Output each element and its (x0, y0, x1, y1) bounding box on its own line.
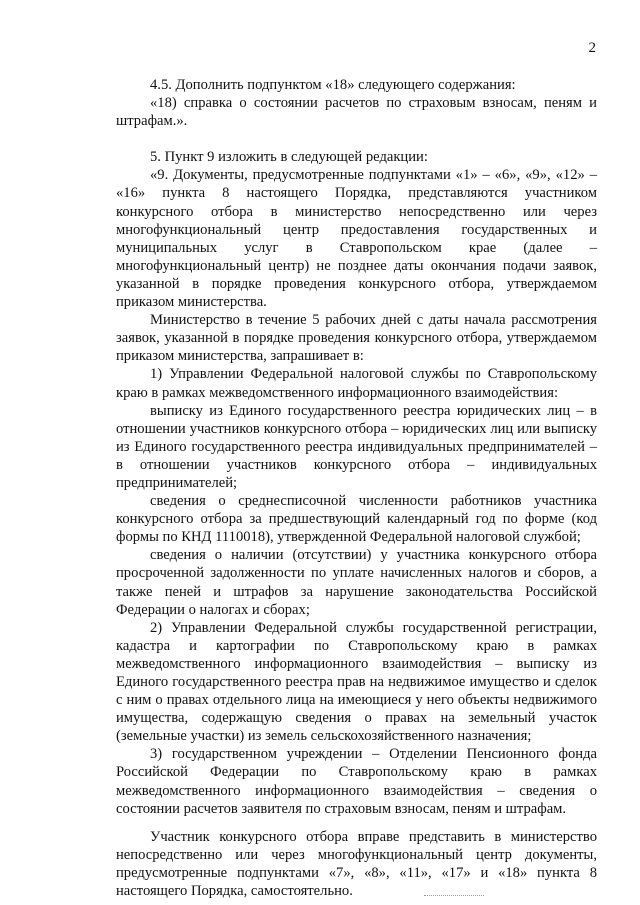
page-number: 2 (588, 40, 596, 56)
paragraph-subitem-18: «18) справка о состоянии расчетов по страховым взносам, пеням и штрафам.». (116, 95, 597, 130)
paragraph-participant-right: Участник конкурсного отбора вправе представить в министерство непосредственно или через многофункциональный центр документы, предусмотренные подпунктами «7», «8», «11», «17» и «18» пункта 8 настоящего Порядка, самостоятельно. (116, 828, 597, 900)
paragraph-5: 5. Пункт 9 изложить в следующей редакции: (150, 149, 428, 166)
scan-artifact (424, 895, 484, 899)
paragraph-item-2: 2) Управлении Федеральной службы государственной регистрации, кадастра и картографии по Ставропольскому краю в рамках межведомственного информационного взаимодействия – выписку из Единого государственного реестра прав на недвижимое имущество и сделок с ним о правах отдельного лица на имеющиеся у него объекты недвижимого имущества, содержащую сведения о правах на земельный участок (земельные участки) из земель сельскохозяйственного назначения; (116, 619, 597, 745)
paragraph-item-3: 3) государственном учреждении – Отделении Пенсионного фонда Российской Федерации по Ставропольскому краю в рамках межведомственного информационного взаимодействия – сведения о состоянии расчетов заявителя по страховым взносам, пеням и штрафам. (116, 746, 597, 817)
paragraph-ministry-request: Министерство в течение 5 рабочих дней с даты начала рассмотрения заявок, указанной в порядке проведения конкурсного отбора, утверждаемом приказом министерства, запрашивает в: (116, 312, 597, 365)
paragraph-4-5: 4.5. Дополнить подпунктом «18» следующего содержания: (150, 77, 516, 93)
paragraph-egrul: выписку из Единого государственного реестра юридических лиц – в отношении участников конкурсного отбора – юридических лиц или выписку из Единого государственного реестра индивидуальных предпринимателей – в отношении участников конкурсного отбора – индивидуальных предпринимателей; (116, 402, 597, 491)
paragraph-headcount: сведения о среднесписочной численности работников участника конкурсного отбора за предшествующий календарный год по форме (код формы по КНД 1110018), утвержденной Федеральной налоговой службой; (116, 493, 597, 546)
document-body (116, 76, 597, 900)
paragraph-9-text: «9. Документы, предусмотренные подпунктами «1» – «6», «9», «12» – «16» пункта 8 настоящего Порядка, представляются участником конкурсного отбора в министерство непосредственно или через многофункциональный центр предоставления государственных и муниципальных услуг в Ставропольском крае (далее – многофункциональный центр) не позднее даты окончания подачи заявок, указанной в порядке проведения конкурсного отбора, утверждаемом приказом министерства. (116, 167, 597, 311)
paragraph-item-1: 1) Управлении Федеральной налоговой службы по Ставропольскому краю в рамках межведомственного информационного взаимодействия: (116, 366, 597, 401)
paragraph-tax-debt: сведения о наличии (отсутствии) у участника конкурсного отбора просроченной задолженности по уплате начисленных налогов и сборов, а также пеней и штрафов за нарушение законодательства Российской Федерации о налогах и сборах; (116, 547, 597, 618)
